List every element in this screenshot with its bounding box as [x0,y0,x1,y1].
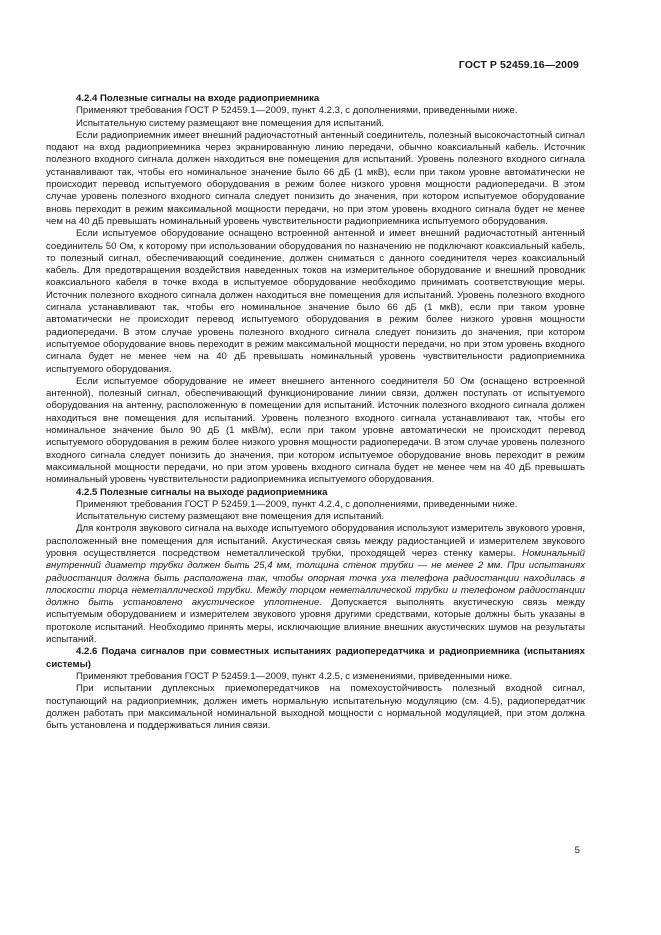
paragraph-text: Для контроля звукового сигнала на выходе испытуемого оборудования используют измеритель звукового уровня, расположенный вне помещения для испытаний. Акустическая связь между радиостанцией и измерителем звукового уровня осуществляется посредством неметаллической трубки, проходящей через стенку камеры. [46,523,585,559]
page-number: 5 [574,845,580,856]
standard-header: ГОСТ Р 52459.16—2009 [458,59,579,71]
paragraph: Применяют требования ГОСТ Р 52459.1—2009, пункт 4.2.4, с дополнениями, приведенными ниже. [76,498,518,510]
section-heading-4-2-6: 4.2.6 Подача сигналов при совместных испытаниях радиопередатчика и радиоприемника (испытаниях системы) [46,646,585,670]
paragraph: При испытании дуплексных приемопередатчиков на помехоустойчивость полезный входной сигнал, поступающий на радиоприемник, должен иметь нормальную испытательную модуляцию (см. 4.5), радиопередатчик должен работать при максимальной номинальной выходной мощности с нормальной модуляцией, при этом должна быть установлена и поддерживаться линия связи. [46,683,585,732]
section-heading-4-2-5: 4.2.5 Полезные сигналы на выходе радиоприемника [76,486,328,498]
paragraph: Если испытуемое оборудование не имеет внешнего антенного соединителя 50 Ом (оснащено встроенной антенной), полезный сигнал, обеспечивающий функционирование линии связи, должен поступать от испытуемого оборудования на антенну, расположенную в помещении для испытаний. Источник полезного входного сигнала должен находиться вне помещения для испытаний. Уровень полезного входного сигнала устанавливают так, чтобы его номинальное значение было 90 дБ (1 мкВ/м), если при таком уровне автоматически не происходит перевод испытуемого оборудования в режим более низкого уровня мощности радиопередачи. В этом случае уровень полезного входного сигнала следует понизить до значения, при котором испытуемое оборудование вновь переходит в режим максимальной мощности передачи, но при этом уровень входного сигнала будет не менее чем на 40 дБ превышать номинальный уровень чувствительности радиоприемника испытуемого оборудования. [46,375,585,486]
paragraph: Применяют требования ГОСТ Р 52459.1—2009, пункт 4.2.5, с изменениями, приведенными ниже. [76,670,513,682]
paragraph: Применяют требования ГОСТ Р 52459.1—2009, пункт 4.2.3, с дополнениями, приведенными ниже. [76,105,518,117]
paragraph: Если испытуемое оборудование оснащено встроенной антенной и имеет внешний радиочастотный антенный соединитель 50 Ом, к которому при использовании оборудования по назначению не подключают коаксиальный кабель, то полезный сигнал, обеспечивающий соединение, должен сниматься с данного соединителя через коаксиальный кабель. Для предотвращения воздействия наведенных токов на измерительное оборудование и внешний проводник коаксиального кабеля в точке входа в испытуемое оборудование необходимо принимать соответствующие меры. Источник полезного входного сигнала должен находиться вне помещения для испытаний. Уровень полезного входного сигнала устанавливают так, чтобы его номинальное значение было 66 дБ (1 мкВ), если при таком уровне автоматически не происходит перевод испытуемого оборудования в режим более низкого уровня мощности радиопередачи. В этом случае уровень полезного входного сигнала следует понизить до значения, при котором испытуемое оборудование вновь переходит в режим максимальной мощности передачи, но при этом уровень входного сигнала будет не менее чем на 40 дБ превышать номинальный уровень чувствительности радиоприемника испытуемого оборудования. [46,228,585,375]
paragraph-italic-text: Номинальный внутренний диаметр трубки должен быть 25,4 мм, толщина стенок трубки — не менее 2 мм. При испытаниях радиостанция должна быть расположена так, чтобы опорная точка уха телефона радиостанции находилась в плоскости торца неметаллической трубки. Между торцом неметаллической трубки и телефоном радиостанции должно быть установлено акустическое уплотнение. [46,547,585,609]
document-body [46,93,585,732]
paragraph-acoustic [46,523,585,646]
section-heading-4-2-4: 4.2.4 Полезные сигналы на входе радиоприемника [76,93,320,104]
paragraph: Испытательную систему размещают вне помещения для испытаний. [76,511,385,523]
paragraph-text: Допускается выполнять акустическую связь между испытуемым оборудованием и измерителем звукового уровня другими средствами, которые должны быть указаны в протоколе испытаний. Необходимо принять меры, исключающие влияние внешних акустических шумов на результаты испытаний. [46,597,585,646]
paragraph: Если радиоприемник имеет внешний радиочастотный антенный соединитель, полезный высокочастотный сигнал подают на вход радиоприемника через экранированную линию передачи, обычно коаксиальный кабель. Источник полезного входного сигнала должен находиться вне помещения для испытаний. Уровень полезного входного сигнала устанавливают так, чтобы его номинальное значение было 66 дБ (1 мкВ), если при таком уровне автоматически не происходит перевод испытуемого оборудования в режим более низкого уровня мощности радиопередачи. В этом случае уровень полезного входного сигнала следует понизить до значения, при котором испытуемое оборудование вновь переходит в режим максимальной мощности передачи, но при этом уровень входного сигнала будет не менее чем на 40 дБ превышать номинальный уровень чувствительности радиоприемника испытуемого оборудования. [46,129,585,227]
paragraph: Испытательную систему размещают вне помещения для испытаний. [76,117,385,129]
